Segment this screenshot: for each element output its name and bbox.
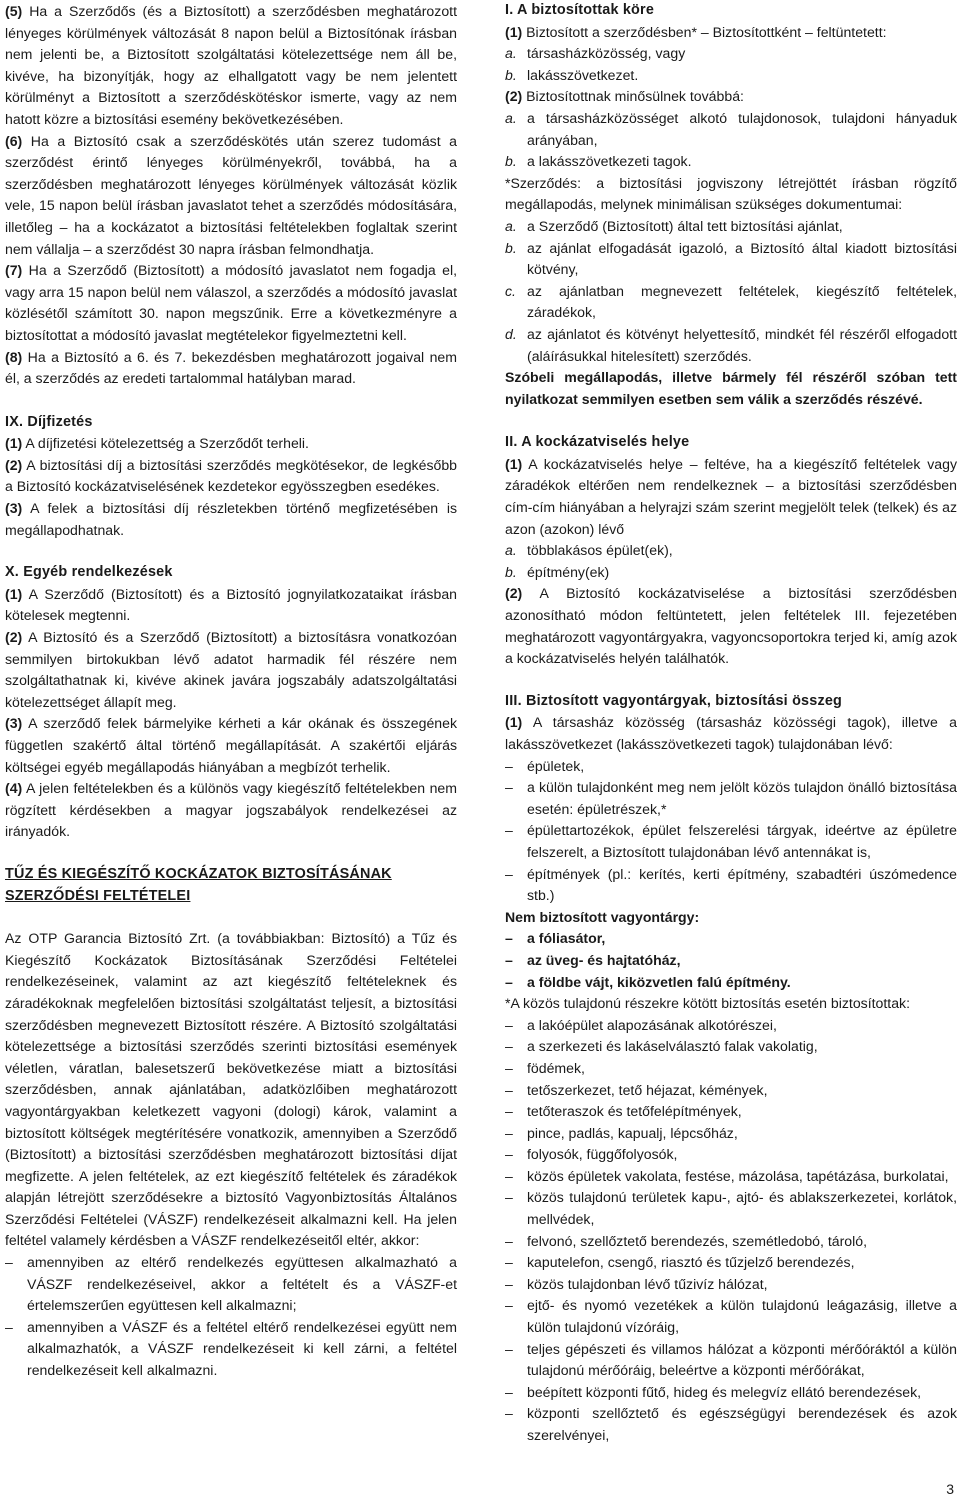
dash-marker: – <box>505 1016 513 1033</box>
paragraph-6 <box>5 131 457 261</box>
list-item <box>505 238 957 281</box>
letter-marker: b. <box>505 153 517 170</box>
paragraph-number: (6) <box>5 132 23 149</box>
paragraph-text: Ha a Szerződős (és a Biztosított) a szerződésben meghatározott lényeges körülmények változását 8 napon belül a Biztosítónak írásban nem jelenti be, a Biztosított szolgáltatási kötelezettsége nem áll be, kivéve, ha bizonyítják, hogy az elhallgatott vagy be nem jelentett körülményt a Biztosított a szerződéskötéskor ismerte, vagy az nem hatott közre a biztosítási esemény bekövetkezésében. <box>5 3 457 127</box>
dash-marker: – <box>505 865 513 882</box>
list-item <box>505 108 957 151</box>
dash-marker: – <box>505 1340 513 1357</box>
list-item-text: a Szerződő (Biztosított) által tett biztosítási ajánlat, <box>527 217 843 234</box>
list-item-text: tetőteraszok és tetőfelépítmények, <box>527 1103 742 1120</box>
x-paragraph-1 <box>5 584 457 627</box>
list-item <box>505 777 957 820</box>
list-item-text: az ajánlatban megnevezett feltételek, kiegészítő feltételek, záradékok, <box>527 282 957 321</box>
letter-marker: b. <box>505 66 517 83</box>
list-item-text: közös épületek vakolata, festése, mázolása, tapétázása, burkolatai, <box>527 1167 949 1184</box>
common-parts-list <box>505 1015 957 1447</box>
paragraph-number: (3) <box>5 715 23 732</box>
dash-marker: – <box>505 822 513 839</box>
not-insured-list <box>505 928 957 993</box>
letter-marker: a. <box>505 109 517 126</box>
ii-paragraph-2 <box>505 583 957 669</box>
list-item-text: az üveg- és hajtatóház, <box>527 951 681 968</box>
dash-marker: – <box>505 1232 513 1249</box>
paragraph-text: A szerződő felek bármelyike kérheti a kár okának és összegének független szakértő által történő megállapítását. A szakértői eljárás költségei egyéb megállapodás hiányában a megbízót terhelik. <box>5 715 458 775</box>
list-item-text: ejtő- és nyomó vezetékek a külön tulajdonú leágazásig, illetve a külön tulajdonú vízóráig, <box>527 1297 957 1336</box>
dash-marker: – <box>505 1081 513 1098</box>
letter-marker: a. <box>505 542 517 559</box>
list-item <box>505 1339 957 1382</box>
paragraph-text: A díjfizetési kötelezettség a Szerződőt terheli. <box>25 435 309 452</box>
paragraph-text: A Szerződő (Biztosított) és a Biztosító jognyilatkozataikat írásban kötelesek megtenni. <box>5 585 457 624</box>
dash-marker: – <box>505 1254 513 1271</box>
letter-marker: c. <box>505 282 516 299</box>
iii-p1-list <box>505 756 957 907</box>
section-ix-heading: IX. Díjfizetés <box>5 413 93 430</box>
x-paragraph-4 <box>5 778 457 843</box>
paragraph-text: Ha a Biztosító a 6. és 7. bekezdésben meghatározott jogaival nem él, a szerződés az eredeti tartalommal hatályban marad. <box>5 348 457 387</box>
list-item-text: lakásszövetkezet. <box>527 66 639 83</box>
iii-paragraph-1 <box>505 712 957 755</box>
list-item <box>505 281 957 324</box>
list-item <box>505 1403 957 1446</box>
dash-marker: – <box>505 1124 513 1141</box>
paragraph-text: Biztosított a szerződésben* – Biztosítottként – feltüntetett: <box>526 23 887 40</box>
section-i-heading: I. A biztosítottak köre <box>505 2 655 18</box>
list-item-text: a lakásszövetkezeti tagok. <box>527 153 692 170</box>
list-item <box>505 1144 957 1166</box>
paragraph-8 <box>5 347 457 390</box>
paragraph-text: A társasház közösség (társasház közösségi tagok), illetve a lakásszövetkezet (lakásszövetkezeti tagok) tulajdonában lévő: <box>505 714 957 752</box>
list-item-text: födémek, <box>527 1059 585 1076</box>
list-item-text: épülettartozékok, épület felszerelési tárgyak, ideértve az épületre felszerelt, a Biztosított tulajdonában lévő antennákat is, <box>527 822 957 860</box>
paragraph-text: Ha a Biztosító csak a szerződéskötés után szerez tudomást a szerződést érintő lényeges körülményekről, továbbá, ha a szerződésben meghatározott lényeges körülmények változását közlik vele, 15 napon belül írásban javaslatot tehet a szerződés módosítására, illetőleg – ha a kockázatot a biztosítási feltételekben foglaltak szerint nem vállalja – a szerződést 30 napra írásban felmondhatja. <box>5 132 457 257</box>
list-item <box>505 1295 957 1338</box>
list-item <box>505 43 957 65</box>
list-item <box>505 1274 957 1296</box>
list-item <box>505 216 957 238</box>
list-item-text: közös tulajdonú területek kapu-, ajtó- és ablakszerkezetei, korlátok, mellvédek, <box>527 1189 957 1228</box>
list-item-text: felvonó, szellőztető berendezés, szemétledobó, tároló, <box>527 1232 868 1249</box>
list-item-text: az ajánlatot és kötvényt helyettesítő, mindkét fél részéről elfogadott (aláírásukkal hitelesített) szerződés. <box>527 325 957 364</box>
paragraph-number: (1) <box>5 585 23 602</box>
not-insured-heading: Nem biztosított vagyontárgy: <box>505 908 700 925</box>
page-number: 3 <box>946 1481 954 1498</box>
list-item <box>505 1123 957 1145</box>
letter-marker: d. <box>505 325 517 342</box>
list-item <box>505 1252 957 1274</box>
paragraph-text: A biztosítási díj a biztosítási szerződés megkötésekor, de legkésőbb a Biztosító kockázatviselésének kezdetekor egyösszegben esedékes. <box>5 456 458 495</box>
fire-section-list <box>5 1252 457 1382</box>
list-item-text: tetőszerkezet, tető héjazat, kémények, <box>527 1081 768 1098</box>
paragraph-number: (1) <box>5 435 23 452</box>
section-ii-heading: II. A kockázatviselés helye <box>505 434 690 451</box>
list-item-text: az ajánlat elfogadását igazoló, a Biztosító által kiadott biztosítási kötvény, <box>527 239 957 278</box>
section-iii-heading: III. Biztosított vagyontárgyak, biztosítási összeg <box>505 692 843 709</box>
paragraph-text: A felek a biztosítási díj részletekben történő megfizetésében is megállapodhatnak. <box>5 500 457 538</box>
paragraph-number: (7) <box>5 262 23 279</box>
list-item <box>505 324 957 367</box>
x-paragraph-3 <box>5 713 457 778</box>
i-p2-list <box>505 108 957 173</box>
list-item-text: építmény(ek) <box>527 563 610 580</box>
paragraph-text: A kockázatviselés helye – feltéve, ha a kiegészítő feltételek vagy záradékok eltérően nem rendelkeznek – a biztosítási szerződésben cím-cím hiányában a helyrajzi szám szerint megjelölt telek (telkek) és az azon (azokon) lévő <box>505 455 958 537</box>
list-item <box>505 756 957 778</box>
ix-paragraph-1 <box>5 433 457 455</box>
i-bold-note: Szóbeli megállapodás, illetve bármely fél részéről szóban tett nyilatkozat semmilyen esetben sem válik a szerződés részévé. <box>505 369 957 407</box>
list-item-text: társasházközösség, vagy <box>527 45 686 62</box>
paragraph-7 <box>5 260 457 346</box>
list-item <box>505 65 957 87</box>
x-paragraph-2 <box>5 627 457 713</box>
list-item <box>505 820 957 863</box>
dash-marker: – <box>505 1275 513 1292</box>
right-column <box>505 0 957 1447</box>
list-item-text: kaputelefon, csengő, riasztó és tűzjelző berendezés, <box>527 1254 855 1271</box>
list-item-text: építmények (pl.: kerítés, kerti építmény, szabadtéri úszómedence stb.) <box>527 865 957 904</box>
list-item-text: a lakóépület alapozásának alkotórészei, <box>527 1016 777 1033</box>
i-footnote-list <box>505 216 957 367</box>
fire-section-title-line-1: TŰZ ÉS KIEGÉSZÍTŐ KOCKÁZATOK BIZTOSÍTÁSÁNAK <box>5 865 392 882</box>
dash-marker: – <box>505 1297 513 1314</box>
list-item <box>505 1187 957 1230</box>
fire-section-title-line-2: SZERZŐDÉSI FELTÉTELEI <box>5 887 191 904</box>
list-item <box>505 1058 957 1080</box>
letter-marker: b. <box>505 239 517 256</box>
list-item <box>505 1382 957 1404</box>
section-x-heading: X. Egyéb rendelkezések <box>5 564 173 581</box>
list-item-text: a társasházközösséget alkotó tulajdonosok, tulajdoni hányaduk arányában, <box>527 109 957 148</box>
dash-marker: – <box>505 951 513 968</box>
list-item-text: beépített központi fűtő, hideg és melegvíz ellátó berendezések, <box>527 1383 922 1400</box>
ii-p1-list <box>505 540 957 583</box>
dash-marker: – <box>505 1167 513 1184</box>
list-item-text: a külön tulajdonként meg nem jelölt közös tulajdon önálló biztosítása esetén: épületrészek,* <box>527 779 957 817</box>
paragraph-number: (2) <box>5 629 23 646</box>
paragraph-5 <box>5 1 457 131</box>
list-item <box>505 1036 957 1058</box>
dash-marker: – <box>5 1254 13 1271</box>
list-item-text: folyosók, függőfolyosók, <box>527 1146 678 1163</box>
list-item <box>505 1231 957 1253</box>
list-item-text: amennyiben az eltérő rendelkezés együttesen alkalmazható a VÁSZF rendelkezéseivel, akkor a feltételt és a VÁSZF-et értelemszerűen együttesen kell alkalmazni; <box>27 1254 457 1314</box>
paragraph-number: (1) <box>505 23 523 40</box>
ix-paragraph-3 <box>5 498 457 541</box>
dash-marker: – <box>505 1038 513 1055</box>
paragraph-text: A jelen feltételekben és a különös vagy kiegészítő feltételekben nem rögzített kérdésekben a magyar jogszabályok rendelkezései az irányadók. <box>5 780 458 840</box>
list-item <box>505 1166 957 1188</box>
list-item-text: a földbe vájt, kiközvetlen falú építmény. <box>527 973 791 990</box>
dash-marker: – <box>505 1103 513 1120</box>
dash-marker: – <box>505 1405 513 1422</box>
dash-marker: – <box>505 930 513 947</box>
dash-marker: – <box>505 1189 513 1206</box>
paragraph-text: Biztosítottnak minősülnek továbbá: <box>526 88 744 105</box>
list-item <box>505 1015 957 1037</box>
i-footnote: *Szerződés: a biztosítási jogviszony létrejöttét írásban rögzítő megállapodás, melynek minimálisan szükséges dokumentumai: <box>505 174 957 213</box>
dash-marker: – <box>5 1318 13 1335</box>
letter-marker: a. <box>505 217 517 234</box>
list-item <box>505 972 957 994</box>
list-item-text: központi szellőztető és egészségügyi berendezések és azok szerelvényei, <box>527 1405 957 1443</box>
letter-marker: b. <box>505 563 517 580</box>
paragraph-number: (2) <box>505 585 523 602</box>
paragraph-text: Ha a Szerződő (Biztosított) a módosító javaslatot nem fogadja el, vagy arra 15 napon belül nem válaszol, a szerződés a módosító javaslat közlésétől számított 30. napon megszűnik. Erre a következményre a biztosítottat a módosító javaslat megtételekor figyelmeztetni kell. <box>5 262 457 343</box>
list-item <box>5 1252 457 1317</box>
paragraph-number: (1) <box>505 714 523 731</box>
left-column <box>5 0 457 1382</box>
list-item-text: pince, padlás, kapualj, lépcsőház, <box>527 1124 738 1141</box>
list-item <box>505 864 957 907</box>
i-paragraph-1 <box>505 22 957 44</box>
dash-marker: – <box>505 757 513 774</box>
list-item <box>505 1101 957 1123</box>
list-item-text: a szerkezeti és lakáselválasztó falak vakolatig, <box>527 1038 818 1055</box>
list-item <box>505 562 957 584</box>
common-parts-note: *A közös tulajdonú részekre kötött biztosítás esetén biztosítottak: <box>505 995 911 1012</box>
paragraph-number: (8) <box>5 348 23 365</box>
letter-marker: a. <box>505 45 517 62</box>
paragraph-text: A Biztosító és a Szerződő (Biztosított) a biztosításra vonatkozóan semmilyen birtokukban lévő adatot harmadik fél részére nem szolgáltathatnak ki, kivéve akinek javára jogszabály adatszolgáltatási kötelezettséget állapít meg. <box>5 629 458 710</box>
paragraph-number: (1) <box>505 455 523 472</box>
list-item-text: épületek, <box>527 757 585 774</box>
paragraph-number: (4) <box>5 780 23 797</box>
list-item <box>505 950 957 972</box>
ii-paragraph-1 <box>505 454 957 540</box>
list-item <box>505 540 957 562</box>
i-p1-list <box>505 43 957 86</box>
paragraph-number: (2) <box>505 88 523 105</box>
list-item-text: amennyiben a VÁSZF és a feltétel eltérő rendelkezései együtt nem alkalmazhatók, a VÁSZF rendelkezéseit ki kell zárni, a feltétel rendelkezéseit kell alkalmazni. <box>27 1318 457 1379</box>
list-item <box>505 1080 957 1102</box>
i-paragraph-2 <box>505 86 957 108</box>
list-item-text: a fóliasátor, <box>527 930 606 947</box>
paragraph-number: (3) <box>5 500 23 517</box>
list-item <box>5 1317 457 1382</box>
list-item-text: teljes gépészeti és villamos hálózat a központi mérőóráktól a külön tulajdonú mérőóráig, beleértve a központi mérőórákat, <box>527 1340 957 1379</box>
paragraph-number: (5) <box>5 3 23 19</box>
dash-marker: – <box>505 779 513 796</box>
paragraph-text: A Biztosító kockázatviselése a biztosítási szerződésben azonosítható módon feltüntetett, jelen feltételek III. fejezetében meghatározott vagyontárgyakra, vagyoncsoportokra terjed ki, amíg azok a kockázatviselés helyén találhatók. <box>505 585 957 667</box>
list-item <box>505 928 957 950</box>
ix-paragraph-2 <box>5 455 457 498</box>
list-item <box>505 151 957 173</box>
list-item-text: közös tulajdonban lévő tűzivíz hálózat, <box>527 1275 768 1292</box>
fire-section-intro: Az OTP Garancia Biztosító Zrt. (a továbbiakban: Biztosító) a Tűz és Kiegészítő Kockázatok Biztosításának Szerződési Feltételei rendelkezéseinek, valamint az azt kiegészítő feltételeknek és záradékoknak megfelelően biztosítási szolgáltatást teljesít, a biztosítási szerződésben megnevezett Biztosított részére. A Biztosító szolgáltatási kötelezettsége a biztosítási szerződés szerinti biztosítási események véletlen, váratlan, balesetszerű bekövetkezése miatt a biztosítási szerződésben, annak ajánlatában, adatközlőiben meghatározott vagyontárgyakban keletkezett vagyoni (dologi) károk, valamint a biztosított költségek megtérítésére vonatkozik, amennyiben a Szerződő (Biztosított) a biztosítási szerződésben meghatározott biztosítási díjat megfizette. A jelen feltételek, az ezt kiegészítő feltételek és záradékok alapján létrejött szerződésekre a biztosító Vagyonbiztosítás Általános Szerződési Feltételei (VÁSZF) rendelkezéseit alkalmazni kell. Ha jelen feltétel valamely kérdésben a VÁSZF rendelkezéseitől eltér, akkor: <box>5 930 457 1249</box>
dash-marker: – <box>505 1383 513 1400</box>
dash-marker: – <box>505 1146 513 1163</box>
dash-marker: – <box>505 973 513 990</box>
dash-marker: – <box>505 1059 513 1076</box>
paragraph-number: (2) <box>5 456 23 473</box>
list-item-text: többlakásos épület(ek), <box>527 542 673 559</box>
